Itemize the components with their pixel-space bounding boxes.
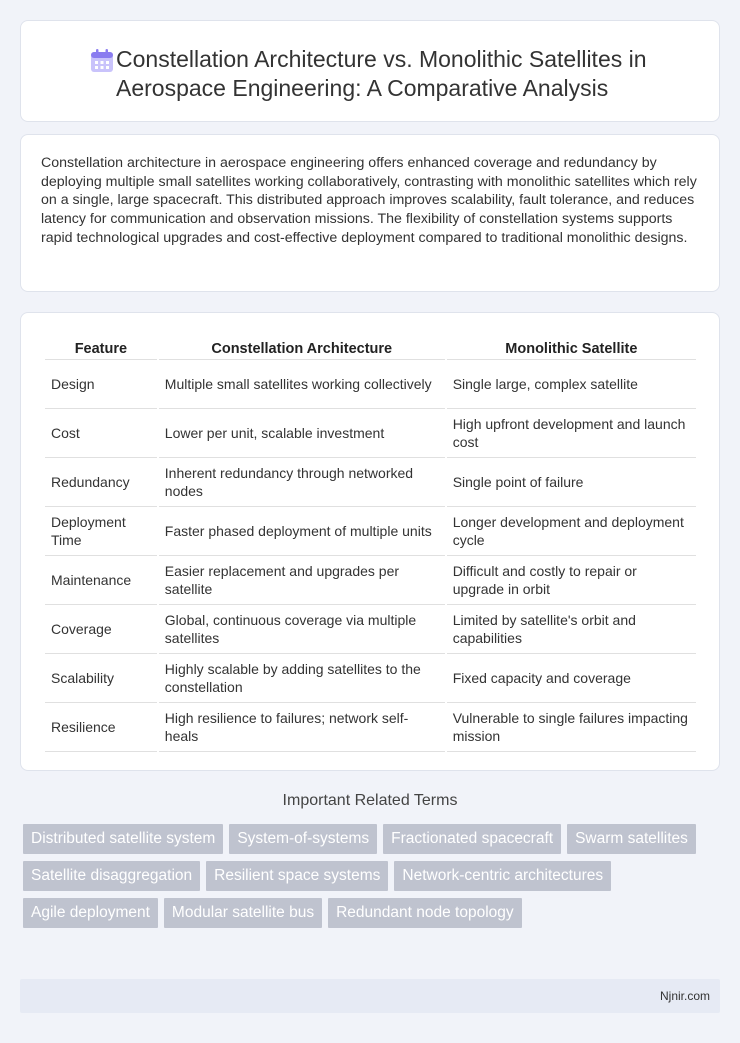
- cell-monolithic: Difficult and costly to repair or upgrade in orbit: [447, 556, 696, 605]
- cell-monolithic: Single point of failure: [447, 458, 696, 507]
- cell-constellation: Highly scalable by adding satellites to the constellation: [159, 654, 445, 703]
- related-term-tag[interactable]: Satellite disaggregation: [23, 861, 200, 891]
- cell-feature: Cost: [45, 409, 157, 458]
- table-row: [45, 360, 696, 409]
- cell-monolithic: Longer development and deployment cycle: [447, 507, 696, 556]
- table-row: [45, 654, 696, 703]
- cell-feature: Redundancy: [45, 458, 157, 507]
- table-row: [45, 556, 696, 605]
- table-row: [45, 605, 696, 654]
- cell-feature: Scalability: [45, 654, 157, 703]
- cell-constellation: Inherent redundancy through networked nodes: [159, 458, 445, 507]
- related-terms-list: [23, 824, 713, 928]
- cell-constellation: Faster phased deployment of multiple units: [159, 507, 445, 556]
- related-term-tag[interactable]: Modular satellite bus: [164, 898, 322, 928]
- header-monolithic: Monolithic Satellite: [447, 333, 696, 360]
- cell-constellation: Easier replacement and upgrades per satellite: [159, 556, 445, 605]
- footer-site[interactable]: Njnir.com: [659, 989, 710, 1003]
- cell-feature: Coverage: [45, 605, 157, 654]
- related-term-tag[interactable]: Fractionated spacecraft: [383, 824, 561, 854]
- cell-feature: Deployment Time: [45, 507, 157, 556]
- footer: [20, 979, 720, 1013]
- header-constellation: Constellation Architecture: [159, 333, 445, 360]
- related-term-tag[interactable]: Distributed satellite system: [23, 824, 223, 854]
- page-title: Constellation Architecture vs. Monolithic Satellites in Aerospace Engineering: A Comparative Analysis: [116, 46, 647, 101]
- table-row: [45, 507, 696, 556]
- cell-feature: Design: [45, 360, 157, 409]
- cell-monolithic: High upfront development and launch cost: [447, 409, 696, 458]
- header-feature: Feature: [45, 333, 157, 360]
- cell-monolithic: Fixed capacity and coverage: [447, 654, 696, 703]
- table-row: [45, 409, 696, 458]
- related-term-tag[interactable]: Redundant node topology: [328, 898, 522, 928]
- title-card: [20, 20, 720, 122]
- table-header-row: [45, 333, 696, 360]
- summary-card: [20, 134, 720, 292]
- cell-monolithic: Single large, complex satellite: [447, 360, 696, 409]
- related-term-tag[interactable]: Agile deployment: [23, 898, 158, 928]
- related-term-tag[interactable]: Resilient space systems: [206, 861, 388, 891]
- summary-text: Constellation architecture in aerospace engineering offers enhanced coverage and redundancy by deploying multiple small satellites working collaboratively, contrasting with monolithic satellites which rely on a single, large spacecraft. This distributed approach improves scalability, fault tolerance, and reduces latency for communication and observation missions. The flexibility of constellation systems supports rapid technological upgrades and cost-effective deployment compared to traditional monolithic designs.: [41, 155, 697, 246]
- cell-monolithic: Vulnerable to single failures impacting mission: [447, 703, 696, 752]
- table-row: [45, 703, 696, 752]
- cell-constellation: Global, continuous coverage via multiple satellites: [159, 605, 445, 654]
- related-term-tag[interactable]: Swarm satellites: [567, 824, 696, 854]
- comparison-card: [20, 312, 720, 771]
- related-term-tag[interactable]: Network-centric architectures: [394, 861, 611, 891]
- cell-constellation: Multiple small satellites working collectively: [159, 360, 445, 409]
- cell-feature: Resilience: [45, 703, 157, 752]
- related-terms-title: Important Related Terms: [282, 792, 458, 809]
- table-row: [45, 458, 696, 507]
- related-term-tag[interactable]: System-of-systems: [229, 824, 377, 854]
- cell-feature: Maintenance: [45, 556, 157, 605]
- cell-constellation: High resilience to failures; network self-heals: [159, 703, 445, 752]
- calendar-grid-icon: [89, 48, 115, 74]
- comparison-table: [43, 333, 698, 752]
- cell-monolithic: Limited by satellite's orbit and capabilities: [447, 605, 696, 654]
- cell-constellation: Lower per unit, scalable investment: [159, 409, 445, 458]
